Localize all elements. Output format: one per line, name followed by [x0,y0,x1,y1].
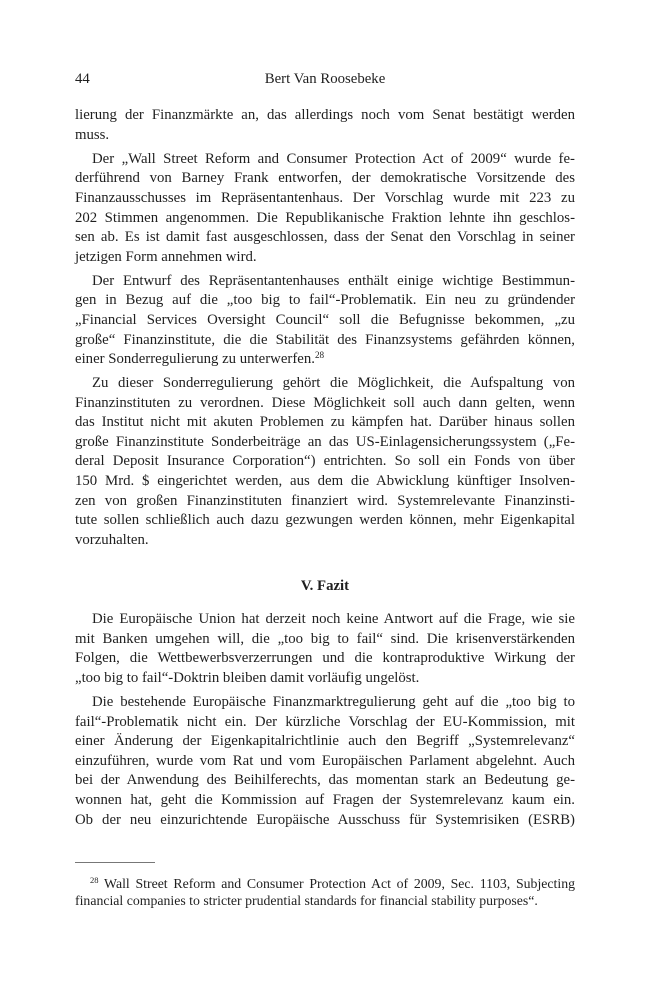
footnote-reference: 28 [314,350,325,361]
text-line: wonnen hat, geht die Kommission auf Fragen der Systemrelevanz kaum ein. [75,791,575,808]
text-line: muss. [75,126,110,143]
body-text [75,106,575,830]
section-heading: V. Fazit [300,578,350,595]
text-line: deral Deposit Insurance Corporation“) entrichten. So soll ein Fonds von über [75,453,575,470]
text-line: gen in Bezug auf die „too big to fail“-Problematik. Ein neu zu gründender [75,292,575,309]
paragraph [75,150,575,268]
text-line: bei der Anwendung des Beihilferechts, das momentan stark an Bedeutung ge- [75,772,575,789]
text-line: Ob der neu einzurichtende Europäische Ausschuss für Systemrisiken (ESRB) [75,811,575,828]
footnote-line [75,875,575,892]
text-line: einzuführen, wurde vom Rat und vom Europäischen Parlament abgelehnt. Auch [75,752,575,769]
text-line: mit Banken umgehen will, die „too big to fail“ sind. Die krisenverstärkenden [75,630,575,647]
text-line: Die bestehende Europäische Finanzmarktregulierung geht auf die „too big to [92,693,575,710]
text-line: große Finanzinstitute Sonderbeiträge an das US-Einlagensicherungssystem („Fe- [75,433,575,450]
text-line: Zu dieser Sonderregulierung gehört die Möglichkeit, die Aufspaltung von [92,375,575,392]
text-line: „too big to fail“-Doktrin bleiben damit vorläufig ungelöst. [75,669,420,686]
text-line: Finanzausschusses im Repräsentantenhaus. Der Vorschlag wurde mit 223 zu [75,189,575,206]
text-line: zen von großen Finanzinstituten finanziert wird. Systemrelevante Finanzinsti- [75,492,575,509]
running-head: Bert Van Roosebeke [264,71,386,87]
text-line: „Financial Services Oversight Council“ soll die Befugnisse bekommen, „zu [75,311,575,328]
text-line: 150 Mrd. $ eingerichtet werden, aus dem die Abwicklung künftiger Insolven- [75,473,575,490]
text-line: einer Änderung der Eigenkapitalrichtlinie auch den Begriff „Systemrelevanz“ [75,733,575,750]
paragraph [75,106,575,145]
text-line: große“ Finanzinstitute, die die Stabilität des Finanzsystems gefährden können, [75,331,575,348]
text-line: Die Europäische Union hat derzeit noch keine Antwort auf die Frage, wie sie [92,611,575,628]
text-line: vorzuhalten. [75,531,149,548]
text-line: Folgen, die Wettbewerbsverzerrungen und die kontraproduktive Wirkung der [75,650,575,667]
text-line: das Institut nicht mit akuten Problemen zu kämpfen hat. Darüber hinaus sollen [75,414,575,431]
footnote [75,875,575,909]
paragraph [75,374,575,550]
paragraph [75,693,575,830]
page-header [75,70,575,90]
text-line [75,350,575,370]
paragraph [75,272,575,370]
footnote-rule [75,862,155,863]
text-line-content: einer Sonderregulierung zu unterwerfen. [75,351,315,368]
footnote-line-content: Wall Street Reform and Consumer Protection Act of 2009, Sec. 1103, Subjecting [104,875,576,891]
text-line: lierung der Finanzmärkte an, das allerdings noch vom Senat bestätigt werden [75,107,575,124]
text-line: tute sollen schließlich auch dazu gezwungen werden können, mehr Eigenkapital [75,512,575,529]
text-line: fail“-Problematik nicht ein. Der kürzliche Vorschlag der EU-Kommission, mit [75,713,575,730]
paragraph [75,610,575,688]
text-line: derführend von Barney Frank entworfen, der demokratische Vorsitzende des [75,170,575,187]
text-line: sen ab. Es ist damit fast ausgeschlossen, dass der Senat den Vorschlag in seiner [75,229,575,246]
footnote-number: 28 [90,874,99,885]
page-number: 44 [75,71,90,87]
text-line: jetzigen Form annehmen wird. [75,248,257,265]
text-line: 202 Stimmen angenommen. Die Republikanische Fraktion lehnte ihn geschlos- [75,209,575,226]
text-line: Finanzinstituten zu verordnen. Diese Möglichkeit soll auch dann gelten, wenn [75,394,575,411]
text-line: Der Entwurf des Repräsentantenhauses enthält einige wichtige Bestimmun- [92,272,575,289]
footnote-line: financial companies to stricter prudential standards for financial stability purposes“. [75,892,538,908]
text-line: Der „Wall Street Reform and Consumer Protection Act of 2009“ wurde fe- [92,150,575,167]
